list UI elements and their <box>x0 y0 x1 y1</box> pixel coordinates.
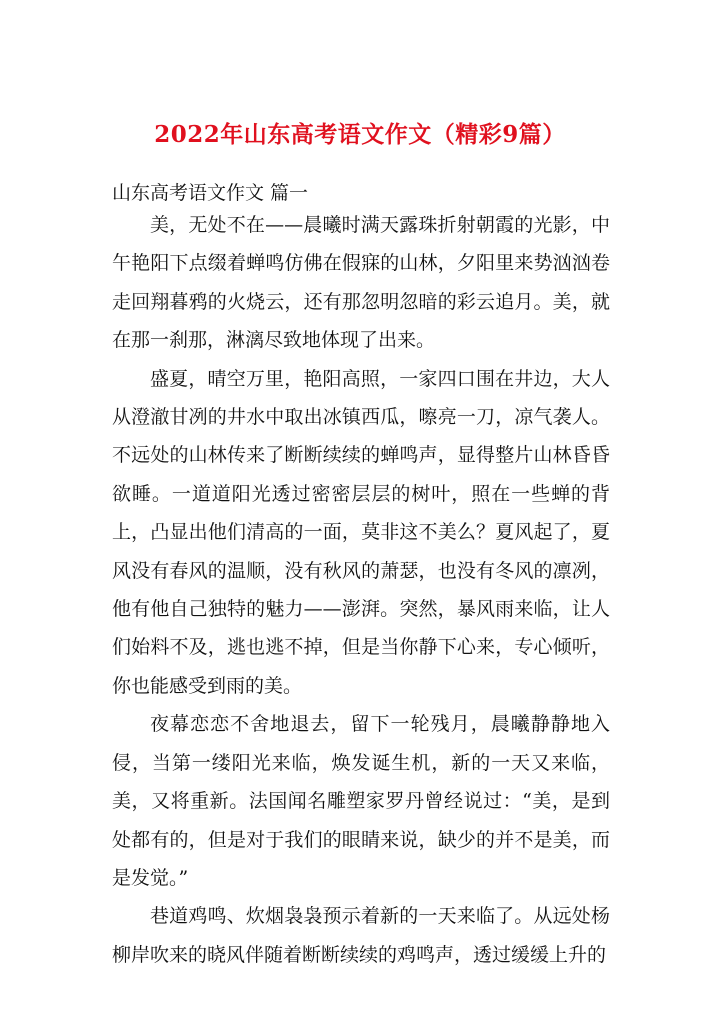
paragraph-2: 盛夏，晴空万里，艳阳高照，一家四口围在井边，大人从澄澈甘冽的井水中取出冰镇西瓜，嚓亮一刀，凉气袭人。不远处的山林传来了断断续续的蝉鸣声，显得整片山林昏昏欲睡。一道道阳光透过密密层层的树叶，照在一些蝉的背上，凸显出他们清高的一面，莫非这不美么？夏风起了，夏风没有春风的温顺，没有秋风的萧瑟，也没有冬风的凛冽，他有他自己独特的魅力——澎湃。突然，暴风雨来临，让人们始料不及，逃也逃不掉，但是当你静下心来，专心倾听，你也能感受到雨的美。 <box>112 367 610 697</box>
document-title: 2022年山东高考语文作文（精彩9篇） <box>154 121 566 148</box>
paragraph-1: 美，无处不在——晨曦时满天露珠折射朝霞的光影，中午艳阳下点缀着蝉鸣仿佛在假寐的山林，夕阳里来势汹汹卷走回翔暮鸦的火烧云，还有那忽明忽暗的彩云追月。美，就在那一刹那，淋漓尽致地体现了出来。 <box>112 214 610 352</box>
paragraph-4: 巷道鸡鸣、炊烟袅袅预示着新的一天来临了。从远处杨柳岸吹来的晓风伴随着断断续续的鸡鸣声，透过缓缓上升的 <box>112 905 610 966</box>
section-heading: 山东高考语文作文 篇一 <box>112 182 309 204</box>
document-body <box>112 206 610 974</box>
paragraph-3: 夜幕恋恋不舍地退去，留下一轮残月，晨曦静静地入侵，当第一缕阳光来临，焕发诞生机，新的一天又来临，美，又将重新。法国闻名雕塑家罗丹曾经说过：“美，是到处都有的，但是对于我们的眼睛来说，缺少的并不是美，而是发觉。” <box>112 713 610 889</box>
